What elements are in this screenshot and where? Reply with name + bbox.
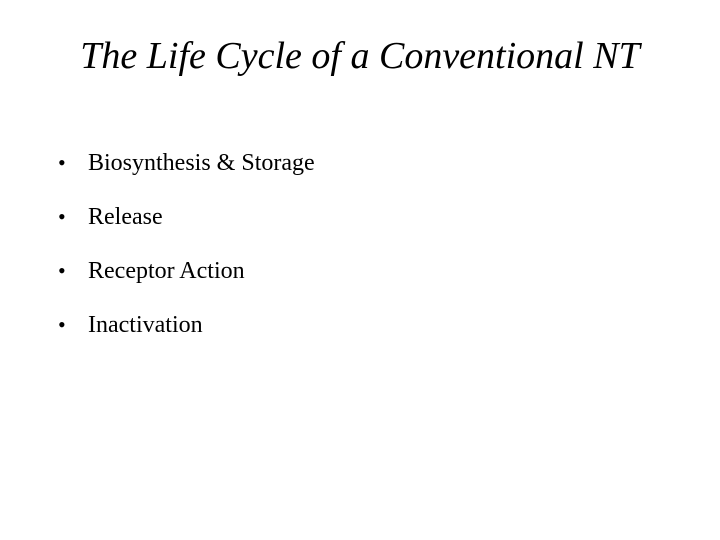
bullet-item <box>58 136 315 190</box>
bullet-icon: • <box>58 258 66 283</box>
bullet-item <box>58 298 315 352</box>
bullet-icon: • <box>58 312 66 337</box>
bullet-item <box>58 190 315 244</box>
bullet-icon: • <box>58 150 66 175</box>
slide-title: The Life Cycle of a Conventional NT <box>80 35 640 77</box>
bullet-text: Receptor Action <box>88 257 245 284</box>
bullet-text: Release <box>88 203 163 230</box>
bullet-icon: • <box>58 204 66 229</box>
bullet-list <box>58 136 315 352</box>
bullet-item <box>58 244 315 298</box>
bullet-text: Biosynthesis & Storage <box>88 149 315 176</box>
bullet-text: Inactivation <box>88 311 203 338</box>
